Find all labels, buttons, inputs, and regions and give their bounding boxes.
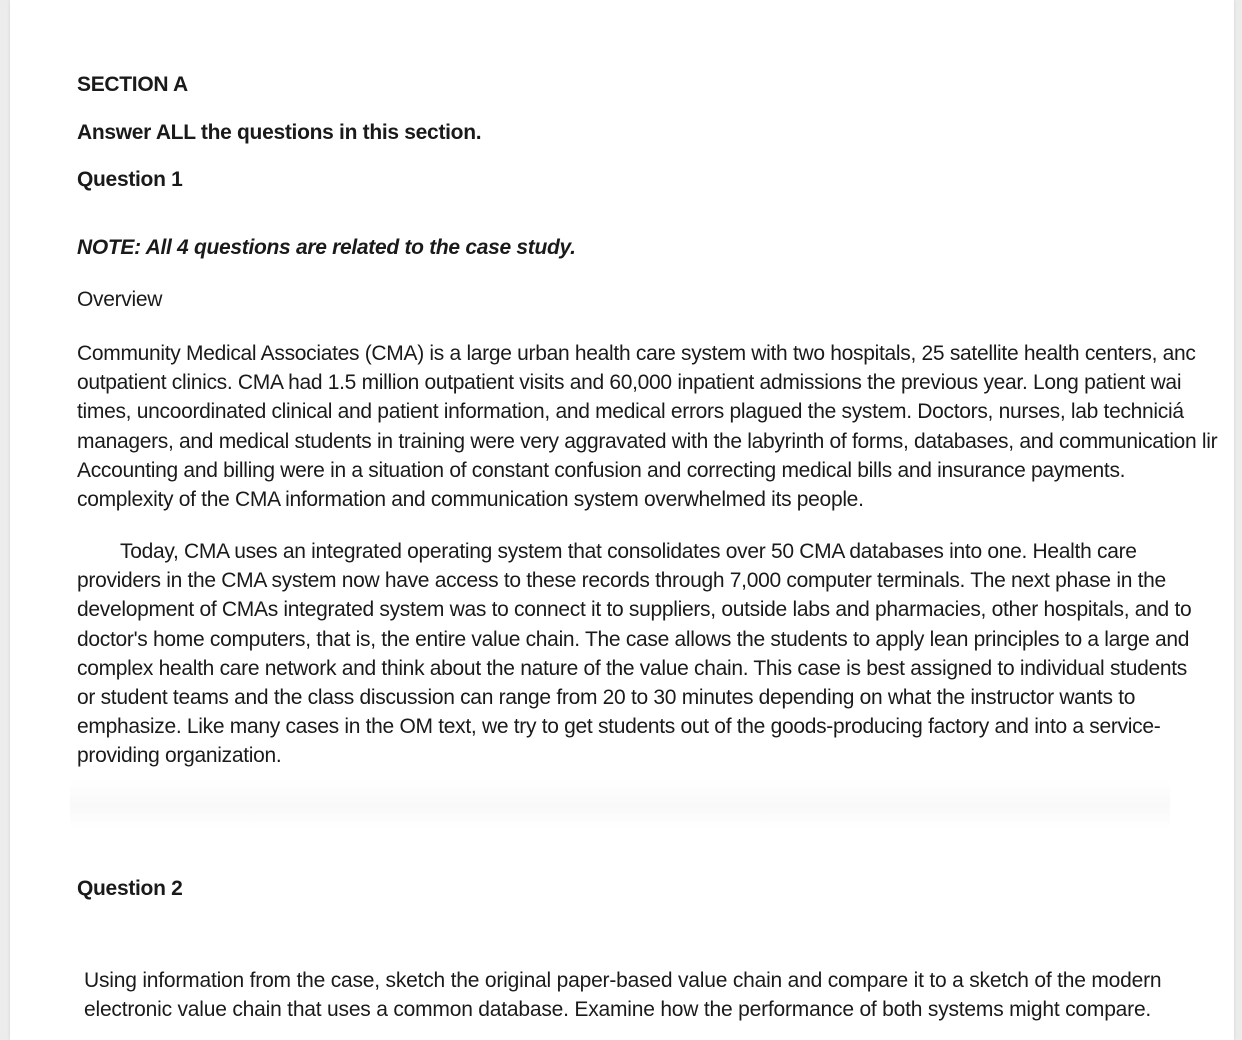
paragraph-line: Today, CMA uses an integrated operating system that consolidates over 50 CMA databases into one. Health care	[120, 540, 1137, 563]
question-2-paragraph	[84, 966, 1161, 1024]
overview-heading: Overview	[77, 288, 163, 311]
paragraph-line: electronic value chain that uses a common database. Examine how the performance of both systems might compare.	[84, 998, 1152, 1021]
paragraph-line: times, uncoordinated clinical and patient information, and medical errors plagued the system. Doctors, nurses, lab techniciá	[77, 400, 1184, 424]
paragraph-line: outpatient clinics. CMA had 1.5 million outpatient visits and 60,000 inpatient admissions the previous year. Long patient wai	[77, 371, 1182, 395]
section-instructions: Answer ALL the questions in this section.	[77, 121, 482, 144]
paragraph-line: or student teams and the class discussion can range from 20 to 30 minutes depending on what the instructor wants to	[77, 686, 1136, 710]
paragraph-line: doctor's home computers, that is, the entire value chain. The case allows the students to apply lean principles to a large and	[77, 627, 1190, 651]
paragraph-line: Community Medical Associates (CMA) is a large urban health care system with two hospitals, 25 satellite health centers, anc	[77, 342, 1196, 365]
overview-paragraph-1	[77, 339, 1217, 514]
paragraph-line: Using information from the case, sketch the original paper-based value chain and compare it to a sketch of the modern	[84, 969, 1162, 992]
paragraph-line: development of CMAs integrated system was to connect it to suppliers, outside labs and pharmacies, other hospitals, and to	[77, 598, 1192, 622]
paragraph-line: managers, and medical students in training were very aggravated with the labyrinth of forms, databases, and communication lir	[77, 429, 1218, 453]
case-study-note: NOTE: All 4 questions are related to the case study.	[77, 236, 576, 259]
paragraph-line: Accounting and billing were in a situation of constant confusion and correcting medical bills and insurance payments.	[77, 458, 1126, 482]
paragraph-line: emphasize. Like many cases in the OM text, we try to get students out of the goods-producing factory and into a service-	[77, 715, 1161, 739]
document-page	[10, 0, 1234, 1040]
paragraph-line: providing organization.	[77, 744, 282, 768]
section-title: SECTION A	[77, 73, 188, 96]
paragraph-line: providers in the CMA system now have access to these records through 7,000 computer terminals. The next phase in the	[77, 569, 1166, 593]
scan-shading	[70, 780, 1170, 830]
paragraph-line: complexity of the CMA information and communication system overwhelmed its people.	[77, 488, 864, 512]
overview-paragraph-2	[77, 537, 1191, 771]
question-1-heading: Question 1	[77, 168, 183, 191]
paragraph-line: complex health care network and think about the nature of the value chain. This case is best assigned to individual students	[77, 656, 1187, 680]
question-2-heading: Question 2	[77, 877, 183, 900]
